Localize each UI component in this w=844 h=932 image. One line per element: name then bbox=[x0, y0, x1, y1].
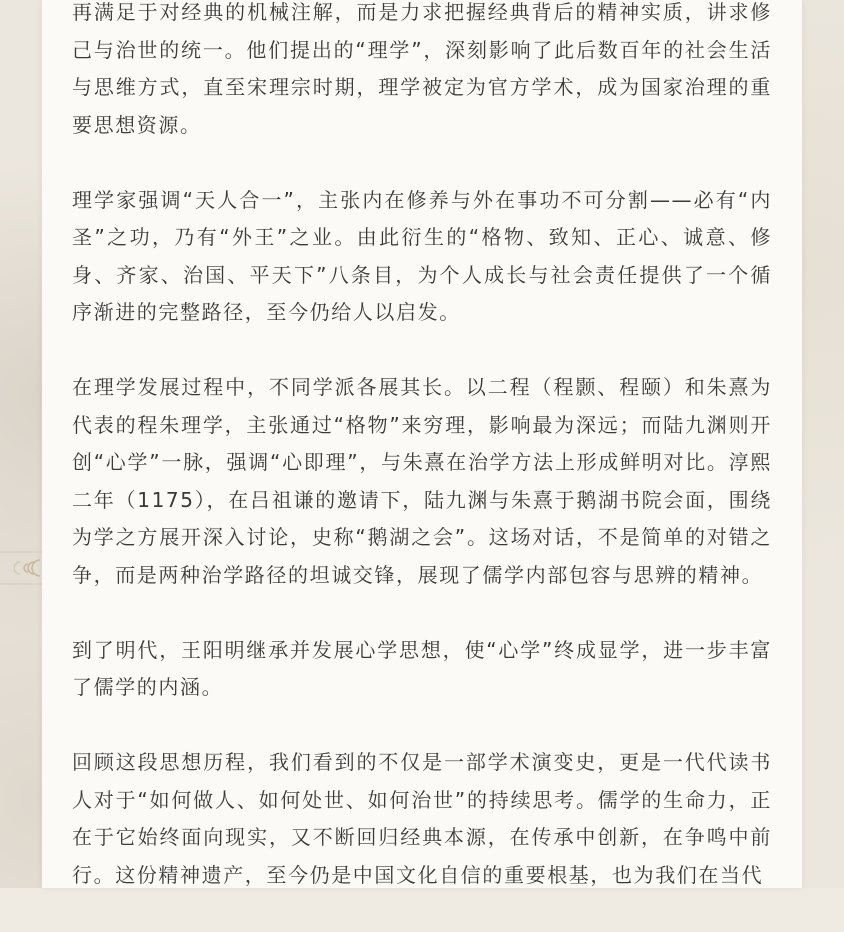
cloud-scroll-icon bbox=[0, 548, 44, 588]
article-paragraph-4: 到了明代，王阳明继承并发展心学思想，使“心学”终成显学，进一步丰富了儒学的内涵。 bbox=[72, 637, 772, 699]
article-paragraph-1: 再满足于对经典的机械注解，而是力求把握经典背后的精神实质，讲求修己与治世的统一。他们提出的“理学”，深刻影响了此后数百年的社会生活与思维方式，直至宋理宗时期，理学被定为官方学术，成为国家治理的重要思想资源。 bbox=[72, 0, 772, 137]
article-paragraph-3: 在理学发展过程中，不同学派各展其长。以二程（程颢、程颐）和朱熹为代表的程朱理学，主张通过“格物”来穷理，影响最为深远；而陆九渊则开创“心学”一脉，强调“心即理”，与朱熹在治学方法上形成鲜明对比。淳熙二年（1175），在吕祖谦的邀请下，陆九渊与朱熹于鹅湖书院会面，围绕为学之方展开深入讨论，史称“鹅湖之会”。这场对话，不是简单的对错之争，而是两种治学路径的坦诚交锋，展现了儒学内部包容与思辨的精神。 bbox=[72, 375, 772, 587]
article-paragraph-2: 理学家强调“天人合一”，主张内在修养与外在事功不可分割——必有“内圣”之功，乃有“外王”之业。由此衍生的“格物、致知、正心、诚意、修身、齐家、治国、平天下”八条目，为个人成长与社会责任提供了一个循序渐进的完整路径，至今仍给人以启发。 bbox=[72, 187, 772, 324]
article-body bbox=[72, 0, 772, 932]
article-paragraph-5: 回顾这段思想历程，我们看到的不仅是一部学术演变史，更是一代代读书人对于“如何做人、如何处世、如何治世”的持续思考。儒学的生命力，正在于它始终面向现实，又不断回归经典本源，在传承中创新，在争鸣中前行。这份精神遗产，至今仍是中国文化自信的重要根基，也为我们在当代 bbox=[72, 750, 772, 887]
